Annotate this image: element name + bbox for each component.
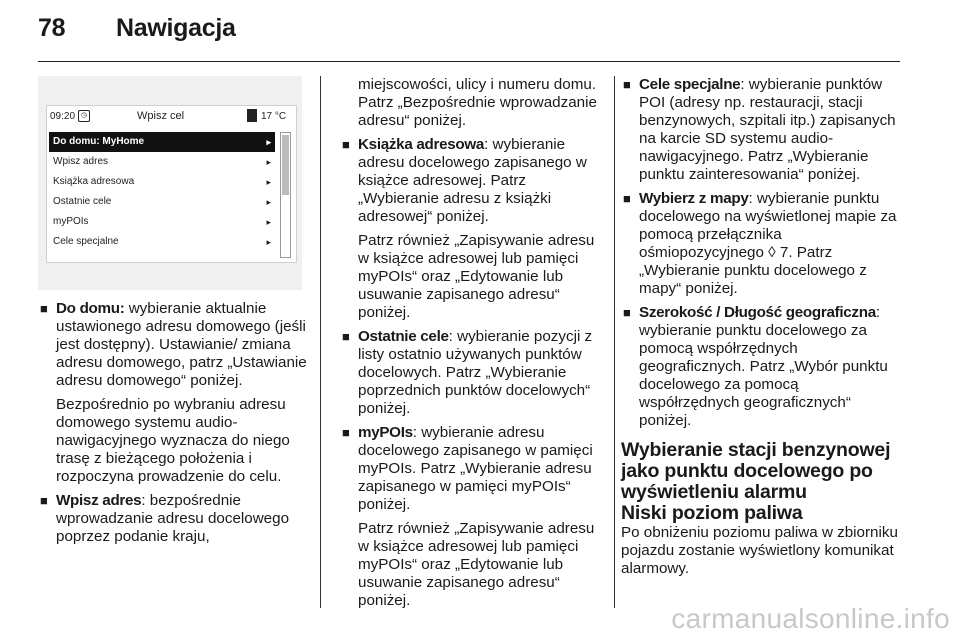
screen-illustration bbox=[38, 76, 302, 290]
header-rule bbox=[38, 61, 900, 62]
nav-screen bbox=[46, 105, 297, 263]
list-item-cele-specjalne: ■ Cele specjalne: wybieranie punktów POI (adresy np. restauracji, stacji benzynowych, szpitali itp.) zapisanych na karcie SD systemu audio-nawigacyjnego. Patrz „Wybieranie punktu zainteresowania“ poniżej. bbox=[623, 76, 896, 183]
menu-item-do-domu[interactable]: Do domu: MyHome ▸ bbox=[49, 132, 275, 152]
column-divider-1 bbox=[320, 76, 321, 608]
clock-icon: ◷ bbox=[78, 110, 90, 122]
paragraph: Bezpośrednio po wybraniu adresu domowego systemu audio-nawigacyjnego wyznacza do niego trasę z bieżącego położenia i rozpoczyna prowadzenie do celu. bbox=[56, 396, 290, 485]
bullet-icon: ■ bbox=[623, 191, 631, 206]
screen-status-bar bbox=[47, 106, 296, 128]
column-1 bbox=[38, 300, 313, 552]
screen-time: 09:20 bbox=[50, 111, 76, 122]
page-header bbox=[38, 14, 236, 43]
paragraph: Patrz również „Zapisywanie adresu w książce adresowej lub pamięci myPOIs“ oraz „Edytowanie lub usuwanie zapisanego adresu“ poniżej. bbox=[358, 520, 595, 609]
chevron-right-icon: ▸ bbox=[266, 217, 271, 227]
bullet-icon: ■ bbox=[40, 301, 48, 316]
subsection-heading: Niski poziom paliwa bbox=[621, 502, 803, 524]
screen-title: Wpisz cel bbox=[137, 110, 185, 122]
chevron-right-icon: ▸ bbox=[266, 237, 271, 247]
list-item-mypois: ■ myPOIs: wybieranie adresu docelowego zapisanego w pamięci myPOIs. Patrz „Wybieranie adresu zapisanego w pamięci myPOIs“ poniżej. bbox=[342, 424, 593, 513]
bullet-icon: ■ bbox=[623, 305, 631, 320]
page-number: 78 bbox=[38, 14, 66, 42]
menu-item-ostatnie-cele[interactable]: Ostatnie cele ▸ bbox=[49, 192, 275, 212]
destination-menu bbox=[49, 132, 275, 252]
list-item-wybierz-z-mapy: ■ Wybierz z mapy: wybieranie punktu docelowego na wyświetlonej mapie za pomocą przełącznika ośmiopozycyjnego ◊ 7. Patrz „Wybieranie punktu docelowego z mapy“ poniżej. bbox=[623, 190, 897, 297]
bullet-icon: ■ bbox=[342, 329, 350, 344]
scrollbar-thumb[interactable] bbox=[282, 135, 289, 195]
menu-item-cele-specjalne[interactable]: Cele specjalne ▸ bbox=[49, 232, 275, 252]
list-item-do-domu: ■ Do domu: wybieranie aktualnie ustawionego adresu domowego (jeśli jest dostępny). Ustawianie/ zmiana adresu domowego, patrz „Ustawianie adresu domowego“ poniżej. bbox=[40, 300, 307, 389]
navigation-status-icon bbox=[247, 109, 257, 122]
page-title: Nawigacja bbox=[116, 14, 236, 42]
chevron-right-icon: ▸ bbox=[266, 197, 271, 207]
chevron-right-icon: ▸ bbox=[266, 137, 271, 147]
section-heading: Wybieranie stacji benzynowej jako punktu docelowego po wyświetleniu alarmu bbox=[621, 439, 891, 503]
list-item-ostatnie-cele: ■ Ostatnie cele: wybieranie pozycji z listy ostatnio używanych punktów docelowych. Patrz „Wybieranie poprzednich punktów docelowych“ poniżej. bbox=[342, 328, 593, 417]
bullet-icon: ■ bbox=[40, 493, 48, 508]
bullet-icon: ■ bbox=[342, 137, 350, 152]
bullet-icon: ■ bbox=[342, 425, 350, 440]
paragraph: Po obniżeniu poziomu paliwa w zbiorniku pojazdu zostanie wyświetlony komunikat alarmowy. bbox=[621, 524, 898, 577]
list-item-wpisz-adres: ■ Wpisz adres: bezpośrednie wprowadzanie adresu docelowego poprzez podanie kraju, bbox=[40, 492, 290, 545]
chevron-right-icon: ▸ bbox=[266, 177, 271, 187]
column-divider-2 bbox=[614, 76, 615, 608]
list-item-wspolrzedne: ■ Szerokość / Długość geograficzna: wybieranie punktu docelowego za pomocą współrzędnych geograficznych. Patrz „Wybór punktu docelowego za pomocą współrzędnych geograficznych“ poniżej. bbox=[623, 304, 888, 429]
paragraph-continued: miejscowości, ulicy i numeru domu. Patrz „Bezpośrednie wprowadzanie adresu“ poniżej. bbox=[358, 76, 597, 129]
column-3 bbox=[621, 76, 903, 578]
menu-item-ksiazka-adresowa[interactable]: Książka adresowa ▸ bbox=[49, 172, 275, 192]
watermark: carmanualsonline.info bbox=[671, 603, 950, 634]
paragraph: Patrz również „Zapisywanie adresu w książce adresowej lub pamięci myPOIs“ oraz „Edytowanie lub usuwanie zapisanego adresu“ poniżej. bbox=[358, 232, 595, 321]
screen-temperature: 17 °C bbox=[261, 111, 287, 122]
list-item-ksiazka-adresowa: ■ Książka adresowa: wybieranie adresu docelowego zapisanego w książce adresowej. Patrz „Wybieranie adresu z książki adresowej“ poniżej. bbox=[342, 136, 587, 225]
screen-scrollbar[interactable] bbox=[280, 132, 291, 258]
bullet-icon: ■ bbox=[623, 77, 631, 92]
menu-item-wpisz-adres[interactable]: Wpisz adres ▸ bbox=[49, 152, 275, 172]
column-2 bbox=[340, 76, 604, 616]
menu-item-mypois[interactable]: myPOIs ▸ bbox=[49, 212, 275, 232]
chevron-right-icon: ▸ bbox=[266, 157, 271, 167]
